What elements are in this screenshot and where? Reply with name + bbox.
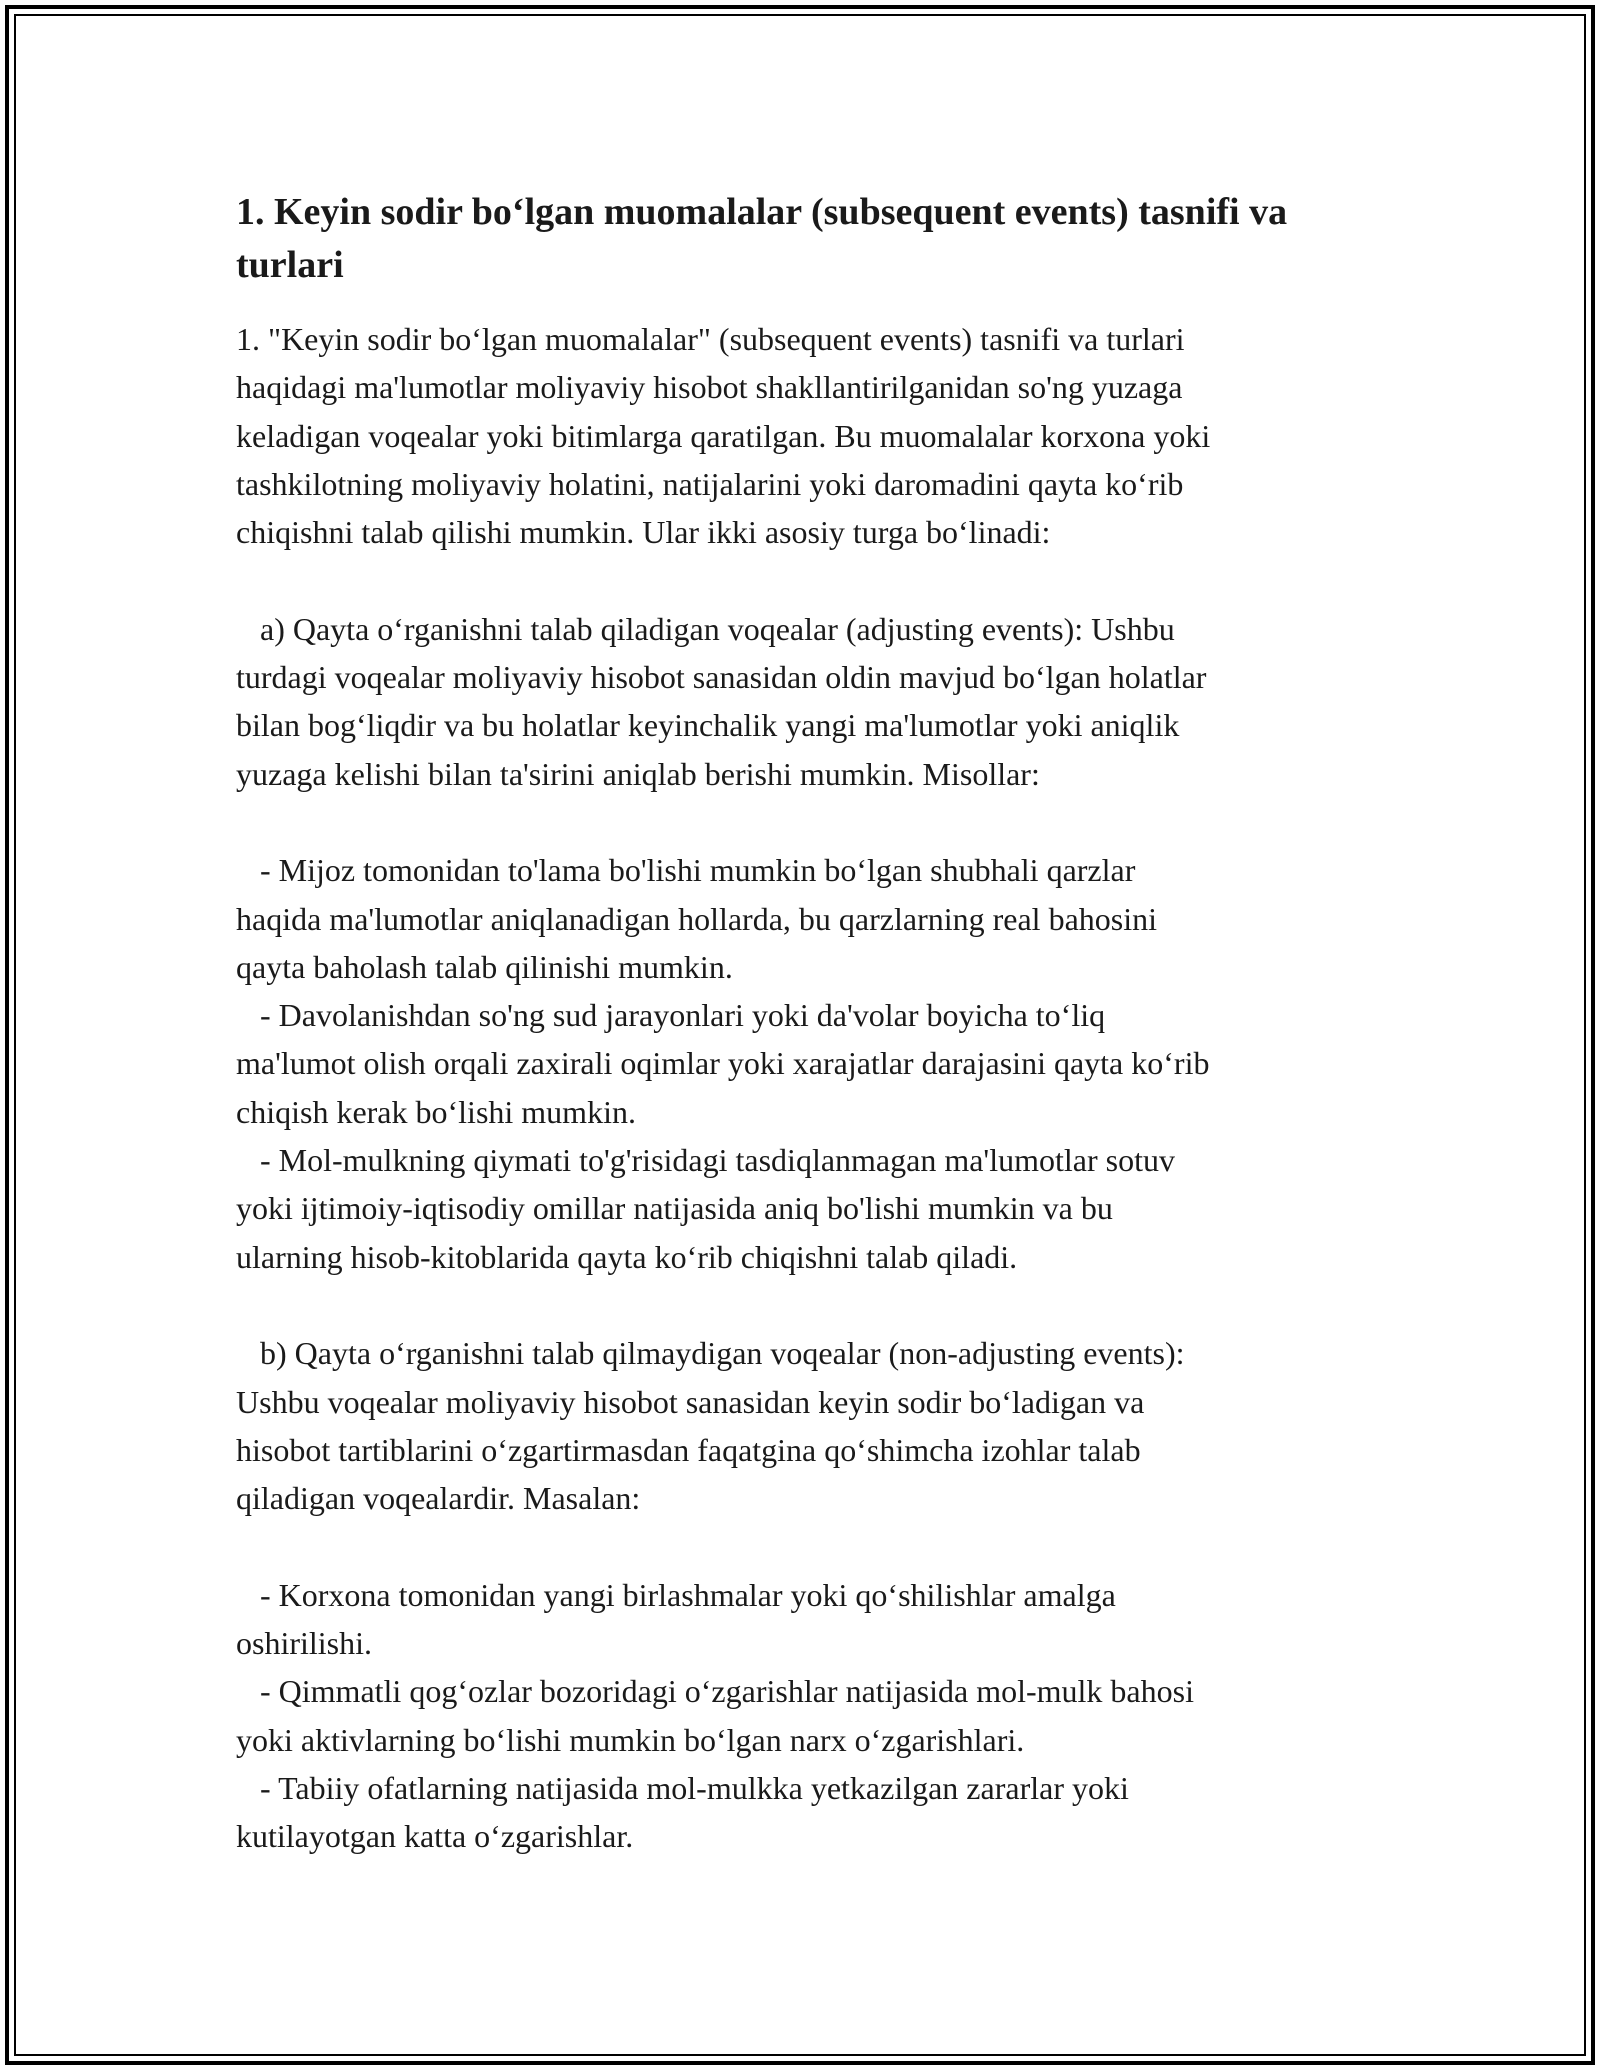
non-adjusting-events-paragraph: b) Qayta o‘rganishni talab qilmaydigan voqealar (non-adjusting events): Ushbu voqealar moliyaviy hisobot sanasidan keyin sodir bo‘ladigan va hisobot tartiblarini o‘zgartirmasdan faqatgina qo‘shimcha izohlar talab qiladigan voqealardir. Masalan: [236,1335,1185,1517]
list-item-mergers: - Korxona tomonidan yangi birlashmalar yoki qo‘shilishlar amalga oshirilishi. [236,1576,1116,1662]
blank-line [236,556,1366,604]
list-item-property-value: - Mol-mulkning qiymati to'g'risidagi tasdiqlanmagan ma'lumotlar sotuv yoki ijtimoiy-iqtisodiy omillar natijasida aniq bo'lishi mumkin va bu ularning hisob-kitoblarida qayta ko‘rib chiqishni talab qiladi. [236,1142,1175,1275]
blank-line [236,1522,1366,1570]
list-item-natural-disasters: - Tabiiy ofatlarning natijasida mol-mulkka yetkazilgan zararlar yoki kutilayotgan katta o‘zgarishlar. [236,1769,1129,1855]
intro-paragraph: 1. "Keyin sodir bo‘lgan muomalalar" (subsequent events) tasnifi va turlari haqidagi ma'lumotlar moliyaviy hisobot shakllantirilganidan so'ng yuzaga keladigan voqealar yoki bitimlarga qaratilgan. Bu muomalalar korxona yoki tashkilotning moliyaviy holatini, natijalarini yoki daromadini qayta ko‘rib chiqishni talab qilishi mumkin. Ular ikki asosiy turga bo‘linadi: [236,321,1211,551]
list-item-securities-market: - Qimmatli qog‘ozlar bozoridagi o‘zgarishlar natijasida mol-mulk bahosi yoki aktivlarning bo‘lishi mumkin bo‘lgan narx o‘zgarishlari. [236,1673,1194,1758]
list-item-doubtful-debts: - Mijoz tomonidan to'lama bo'lishi mumkin bo‘lgan shubhali qarzlar haqida ma'lumotlar aniqlanadigan hollarda, bu qarzlarning real bahosini qayta baholash talab qilinishi mumkin. [236,852,1157,985]
adjusting-events-paragraph: a) Qayta o‘rganishni talab qiladigan voqealar (adjusting events): Ushbu turdagi voqealar moliyaviy hisobot sanasidan oldin mavjud bo‘lgan holatlar bilan bog‘liqdir va bu holatlar keyinchalik yangi ma'lumotlar yoki aniqlik yuzaga kelishi bilan ta'sirini aniqlab berishi mumkin. Misollar: [236,610,1207,792]
document-body [236,186,1366,1861]
blank-line [236,798,1366,846]
blank-line [236,1281,1366,1329]
list-item-litigation: - Davolanishdan so'ng sud jarayonlari yoki da'volar boyicha to‘liq ma'lumot olish orqali zaxirali oqimlar yoki xarajatlar darajasini qayta ko‘rib chiqish kerak bo‘lishi mumkin. [236,997,1210,1130]
section-heading: 1. Keyin sodir bo‘lgan muomalalar (subsequent events) tasnifi va turlari [236,191,1288,286]
